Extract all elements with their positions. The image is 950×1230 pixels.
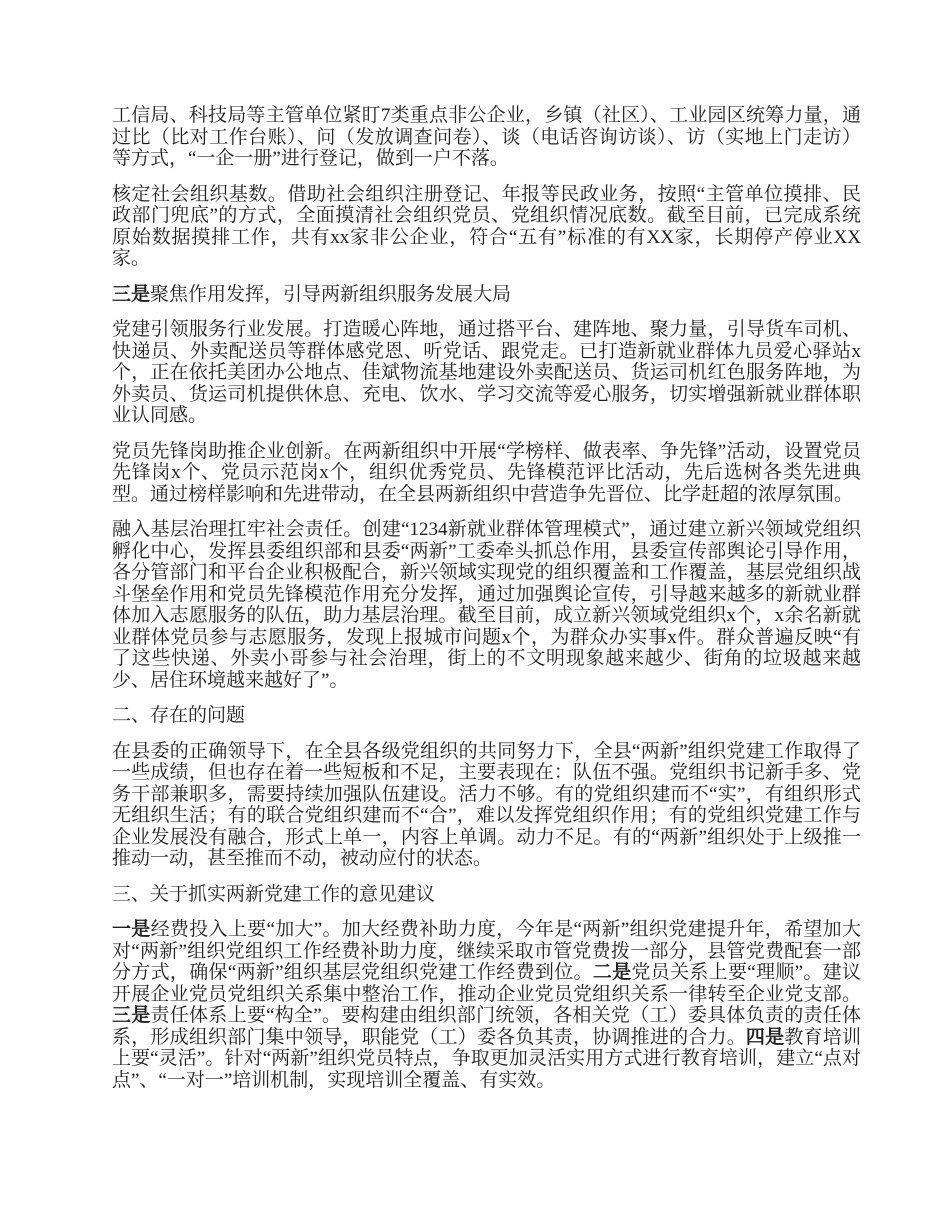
paragraph	[112, 184, 861, 270]
text-run: 党员关系上要“理顺”。建议开展企业党员党组织关系集中整治工作，推动企业党员党组织关系一律转至企业党支部。	[112, 962, 861, 1005]
paragraph	[112, 105, 861, 170]
sub-heading	[112, 284, 861, 306]
text-run: 责任体系上要“构全”。要构建由组织部门统领，各相关党（工）委具体负责的责任体系，形成组织部门集中领导，职能党（工）委各负其责，协调推进的合力。	[112, 1005, 861, 1048]
paragraph	[112, 441, 861, 506]
bold-text-run: 二是	[592, 962, 632, 983]
text-run: 融入基层治理扛牢社会责任。创建“1234新就业群体管理模式”，通过建立新兴领域党组织孵化中心，发挥县委组织部和县委“两新”工委牵头抓总作用，县委宣传部舆论引导作用，各分管部门和平台企业积极配合，新兴领域实现党的组织覆盖和工作覆盖，基层党组织战斗堡垒作用和党员先锋模范作用充分发挥，通过加强舆论宣传，引导越来越多的新就业群体加入志愿服务的队伍，助力基层治理。截至目前，成立新兴领域党组织x个，x余名新就业群体党员参与志愿服务，发现上报城市问题x个，为群众办实事x件。群众普遍反映“有了这些快递、外卖小哥参与社会治理，街上的不文明现象越来越少、街角的垃圾越来越少、居住环境越来越好了”。	[112, 519, 861, 691]
paragraph	[112, 519, 861, 691]
text-run: 工信局、科技局等主管单位紧盯7类重点非公企业，乡镇（社区）、工业园区统筹力量，通过比（比对工作台账）、问（发放调查问卷）、谈（电话咨询访谈）、访（实地上门走访）等方式，“一企一册”进行登记，做到一户不落。	[112, 105, 861, 169]
bold-text-run: 四是	[745, 1026, 785, 1048]
text-run: 二、存在的问题	[112, 705, 246, 726]
text-run: 教育培训上要“灵活”。针对“两新”组织党员特点，争取更加灵活实用方式进行教育培训，建立“点对点”、“一对一”培训机制，实现培训全覆盖、有实效。	[112, 1026, 861, 1091]
text-run: 党员先锋岗助推企业创新。在两新组织中开展“学榜样、做表率、争先锋”活动，设置党员先锋岗x个、党员示范岗x个，组织优秀党员、先锋模范评比活动，先后选树各类先进典型。通过榜样影响和先进带动，在全县两新组织中营造争先晋位、比学赶超的浓厚氛围。	[112, 440, 861, 505]
bold-text-run: 三是	[112, 283, 151, 305]
section-heading	[112, 705, 861, 727]
bold-text-run: 三是	[112, 1005, 151, 1026]
text-run: 聚焦作用发挥，引导两新组织服务发展大局	[150, 283, 512, 305]
section-heading	[112, 884, 861, 906]
text-run: 经费投入上要“加大”。加大经费补助力度，今年是“两新”组织党建提升年，希望加大对“两新”组织党组织工作经费补助力度，继续采取市管党费拨一部分，县管党费配套一部分方式，确保“两新”组织基层党组织党建工作经费到位。	[112, 919, 861, 983]
document-body	[112, 105, 861, 1105]
paragraph	[112, 741, 861, 870]
text-run: 在县委的正确领导下，在全县各级党组织的共同努力下，全县“两新”组织党建工作取得了一些成绩，但也存在着一些短板和不足，主要表现在：队伍不强。党组织书记新手多、党务干部兼职多，需要持续加强队伍建设。活力不够。有的党组织建而不“实”，有组织形式无组织生活；有的联合党组织建而不“合”，难以发挥党组织作用；有的党组织党建工作与企业发展没有融合，形式上单一，内容上单调。动力不足。有的“两新”组织处于上级推一推动一动，甚至推而不动，被动应付的状态。	[112, 740, 861, 869]
text-run: 三、关于抓实两新党建工作的意见建议	[112, 883, 436, 905]
text-run: 党建引领服务行业发展。打造暖心阵地，通过搭平台、建阵地、聚力量，引导货车司机、快递员、外卖配送员等群体感党恩、听党话、跟党走。已打造新就业群体九员爱心驿站x个，正在依托美团办公地点、佳斌物流基地建设外卖配送员、货运司机红色服务阵地，为外卖员、货运司机提供休息、充电、饮水、学习交流等爱心服务，切实增强新就业群体职业认同感。	[112, 319, 861, 426]
paragraph	[112, 919, 861, 1091]
bold-text-run: 一是	[112, 919, 151, 940]
text-run: 核定社会组织基数。借助社会组织注册登记、年报等民政业务，按照“主管单位摸排、民政部门兜底”的方式，全面摸清社会组织党员、党组织情况底数。截至目前，已完成系统原始数据摸排工作，共有xx家非公企业，符合“五有”标准的有XX家，长期停产停业XX家。	[112, 183, 861, 269]
paragraph	[112, 319, 861, 427]
